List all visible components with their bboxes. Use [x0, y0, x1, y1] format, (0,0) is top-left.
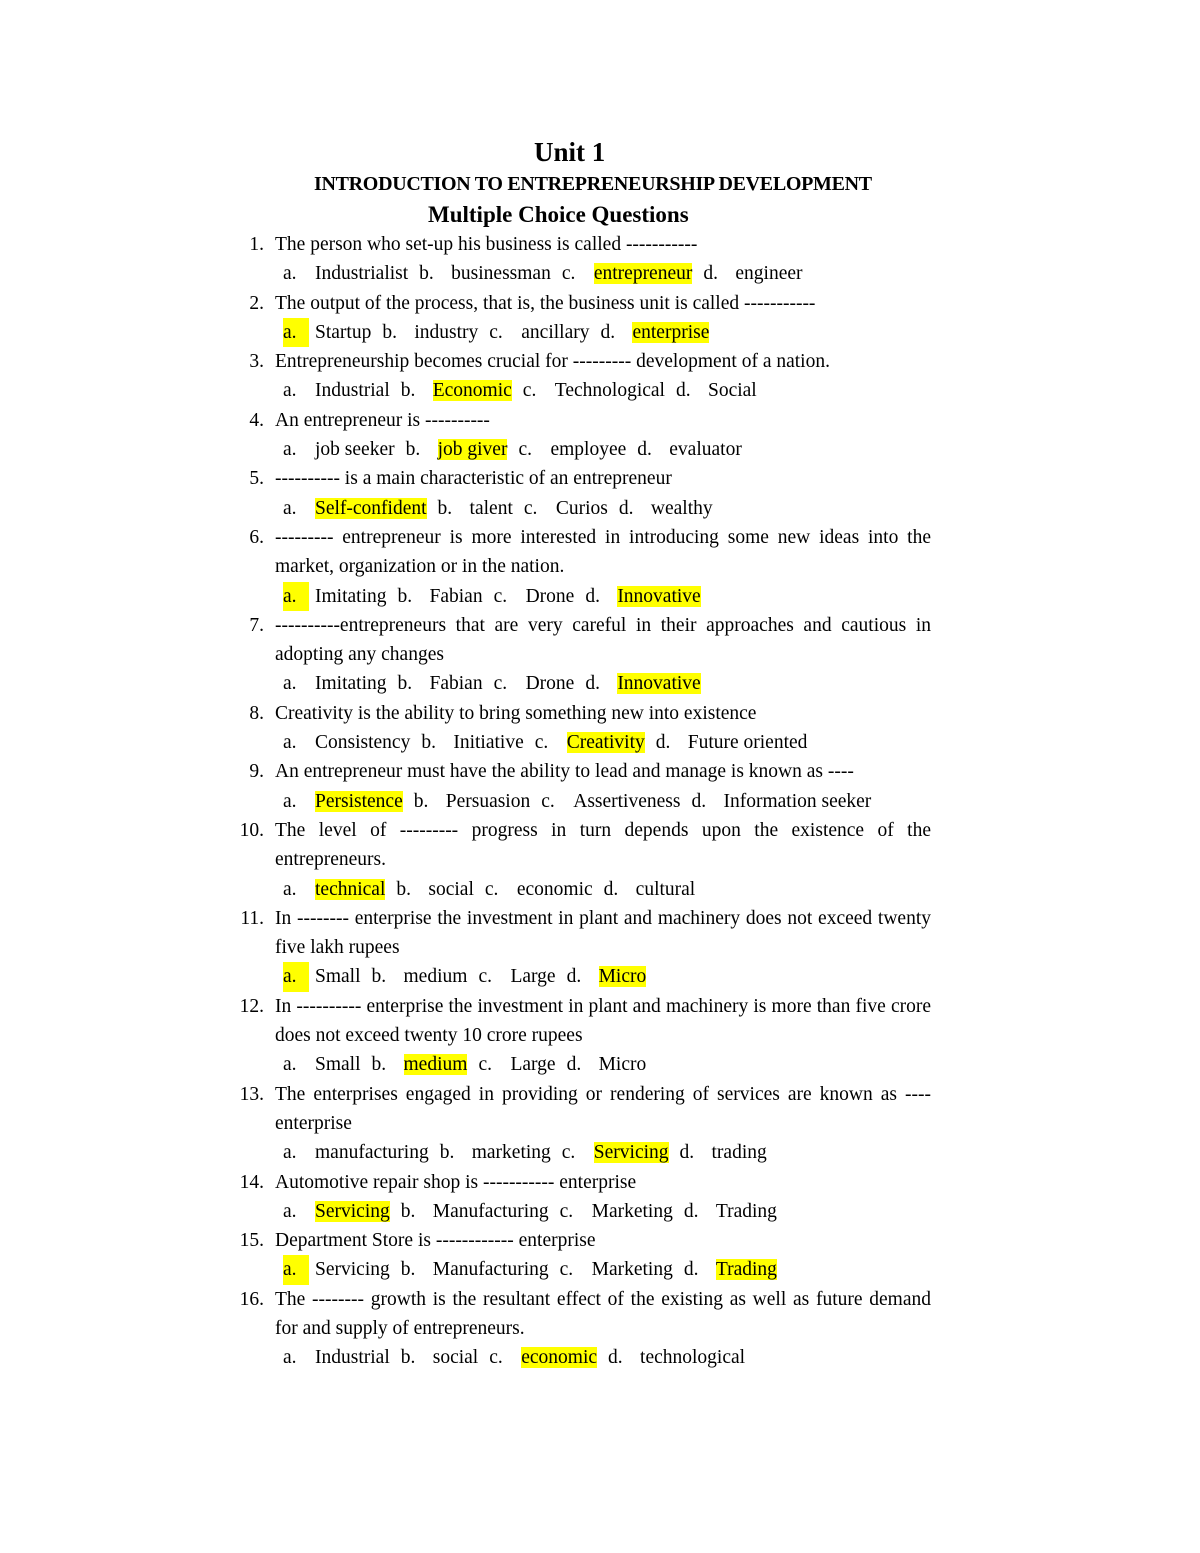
highlighted-answer: Creativity: [566, 732, 645, 754]
option-label: d.: [703, 263, 718, 285]
answer-options: [0, 259, 1200, 288]
option-text: cultural: [635, 878, 696, 900]
answer-option: [478, 1050, 555, 1079]
option-label: c.: [478, 1054, 492, 1076]
option-label: d.: [618, 497, 634, 519]
option-label: b.: [396, 878, 411, 900]
option-text: Industrial: [315, 1347, 390, 1369]
answer-options: [0, 787, 1200, 816]
highlighted-answer: Servicing: [593, 1142, 669, 1164]
option-text: industry: [414, 321, 479, 343]
answer-option: [401, 376, 512, 405]
option-label: c.: [523, 497, 538, 519]
question-item: [0, 611, 931, 670]
answer-options: [0, 875, 1200, 904]
question-item: [0, 1080, 931, 1139]
answer-option: [680, 1138, 767, 1167]
option-text: Large: [510, 1054, 556, 1076]
option-label: d.: [608, 1347, 623, 1369]
answer-option: [283, 669, 387, 698]
highlighted-answer: Self-confident: [315, 497, 427, 519]
answer-option: [560, 1255, 673, 1284]
option-text: Social: [707, 380, 757, 402]
question-list: [0, 230, 1200, 1373]
option-label: a.: [283, 673, 297, 695]
answer-option: [283, 875, 385, 904]
option-text: manufacturing: [315, 1142, 429, 1164]
answer-option: [283, 962, 361, 991]
answer-option: [283, 1050, 361, 1079]
answer-option: [562, 259, 693, 288]
answer-option: [414, 787, 531, 816]
answer-option: [518, 435, 626, 464]
option-label: c.: [522, 380, 537, 402]
option-text: Imitating: [315, 585, 387, 607]
option-text: medium: [403, 966, 468, 988]
answer-options: [0, 435, 1200, 464]
option-text: Information seeker: [723, 790, 872, 812]
option-text: Micro: [598, 1054, 647, 1076]
answer-option: [283, 376, 390, 405]
option-text: technological: [640, 1347, 746, 1369]
question-item: [0, 230, 931, 259]
option-text: Future oriented: [687, 732, 808, 754]
option-label: d.: [603, 878, 619, 900]
option-label: c.: [561, 1142, 576, 1164]
question-text: Department Store is ------------ enterprise: [275, 1230, 596, 1252]
answer-options: [0, 1050, 1200, 1079]
answer-option: [283, 728, 410, 757]
option-text: Trading: [715, 1200, 777, 1222]
answer-option: [283, 787, 403, 816]
question-item: [0, 757, 931, 786]
answer-option: [283, 1138, 429, 1167]
question-text: --------- entrepreneur is more interested in introducing some new ideas into the market, organization or in the nation.: [275, 526, 931, 578]
answer-option: [283, 1197, 390, 1226]
option-label: b.: [397, 585, 413, 607]
question-text: Entrepreneurship becomes crucial for --------- development of a nation.: [275, 351, 830, 373]
question-number: 8.: [249, 702, 264, 724]
highlighted-answer: Economic: [432, 380, 512, 402]
option-label: b.: [397, 673, 413, 695]
option-label: b.: [437, 497, 453, 519]
question-item: [0, 1285, 931, 1344]
option-label: b.: [371, 1054, 387, 1076]
answer-option: [541, 787, 680, 816]
question-number: 13.: [239, 1083, 264, 1105]
option-label: b.: [419, 263, 434, 285]
answer-option: [283, 1255, 390, 1284]
highlighted-answer: economic: [521, 1347, 598, 1369]
question-item: [0, 699, 931, 728]
answer-option: [438, 494, 513, 523]
question-number: 5.: [249, 468, 264, 490]
answer-option: [691, 787, 871, 816]
option-text: Manufacturing: [432, 1259, 549, 1281]
option-label: a.: [283, 1347, 297, 1369]
answer-option: [398, 669, 483, 698]
question-text: The -------- growth is the resultant effect of the existing as well as future demand for and supply of entrepreneurs.: [275, 1288, 931, 1339]
answer-option: [608, 1343, 745, 1372]
option-label: a.: [283, 1142, 297, 1164]
section-title: Multiple Choice Questions: [428, 202, 689, 227]
answer-option: [396, 875, 473, 904]
option-text: Technological: [554, 380, 665, 402]
option-text: social: [428, 878, 474, 900]
option-label: a.: [283, 732, 297, 754]
option-label: a.: [283, 878, 297, 900]
answer-options: [0, 1197, 1200, 1226]
option-label: b.: [400, 1259, 416, 1281]
answer-options: [0, 1138, 1200, 1167]
answer-option: [401, 1197, 549, 1226]
option-label: c.: [489, 321, 503, 343]
answer-option: [485, 875, 593, 904]
question-item: [0, 992, 931, 1051]
option-label: a.: [283, 439, 297, 461]
answer-options: [0, 728, 1200, 757]
answer-option: [401, 1255, 549, 1284]
answer-option: [419, 259, 551, 288]
option-text: Consistency: [315, 732, 411, 754]
option-label: a.: [283, 1054, 297, 1076]
answer-options: [0, 494, 1200, 523]
answer-option: [604, 875, 696, 904]
option-text: Manufacturing: [432, 1200, 549, 1222]
question-text: An entrepreneur must have the ability to lead and manage is known as ----: [275, 761, 854, 783]
option-label: a.: [283, 263, 297, 285]
question-number: 6.: [249, 526, 264, 548]
unit-title: Unit 1: [534, 137, 606, 167]
question-item: [0, 1168, 931, 1197]
answer-option: [398, 582, 483, 611]
answer-option: [524, 494, 608, 523]
highlighted-answer: Innovative: [617, 673, 701, 695]
answer-option: [494, 669, 575, 698]
highlighted-answer: Micro: [598, 966, 647, 988]
question-text: In ---------- enterprise the investment in plant and machinery is more than five crore does not exceed twenty 10 crore rupees: [275, 995, 931, 1047]
answer-option: [440, 1138, 551, 1167]
highlighted-answer: medium: [403, 1054, 468, 1076]
answer-option: [382, 318, 478, 347]
answer-option: [406, 435, 508, 464]
question-number: 14.: [239, 1171, 264, 1193]
option-label: a.: [283, 1200, 297, 1222]
option-label: b.: [400, 380, 416, 402]
option-text: Startup: [315, 321, 372, 343]
answer-option: [703, 259, 802, 288]
option-label: c.: [493, 673, 508, 695]
question-text: ----------entrepreneurs that are very careful in their approaches and cautious in adopting any changes: [275, 614, 931, 666]
option-text: Fabian: [429, 585, 483, 607]
answer-option: [637, 435, 742, 464]
option-label: d.: [600, 321, 616, 343]
answer-option: [600, 318, 709, 347]
option-text: Large: [510, 966, 556, 988]
option-label: d.: [655, 732, 671, 754]
option-text: businessman: [451, 263, 551, 285]
option-label: d.: [675, 380, 691, 402]
question-text: Creativity is the ability to bring something new into existence: [275, 702, 757, 724]
answer-option: [567, 962, 647, 991]
option-label: c.: [559, 1259, 574, 1281]
option-label: a.: [283, 380, 297, 402]
option-text: Initiative: [453, 732, 524, 754]
option-text: job seeker: [315, 439, 395, 461]
option-label: d.: [691, 790, 707, 812]
option-label: c.: [489, 1347, 503, 1369]
option-text: Drone: [525, 673, 575, 695]
question-item: [0, 1226, 931, 1255]
option-label: c.: [541, 790, 555, 812]
answer-option: [494, 582, 575, 611]
option-label: c.: [559, 1200, 574, 1222]
option-label: c.: [534, 732, 549, 754]
answer-option: [478, 962, 555, 991]
option-label: d.: [637, 439, 652, 461]
option-text: Curios: [555, 497, 608, 519]
answer-option: [489, 318, 589, 347]
answer-options: [0, 1255, 1200, 1284]
question-item: [0, 289, 931, 318]
question-item: [0, 464, 931, 493]
question-number: 3.: [249, 351, 264, 373]
answer-option: [585, 669, 700, 698]
highlighted-answer: Servicing: [315, 1200, 390, 1222]
question-number: 2.: [249, 292, 264, 314]
answer-option: [523, 376, 665, 405]
option-text: talent: [469, 497, 513, 519]
option-label: d.: [683, 1200, 699, 1222]
question-number: 4.: [249, 409, 264, 431]
option-text: Industrial: [315, 380, 390, 402]
answer-options: [0, 318, 1200, 347]
answer-option: [567, 1050, 647, 1079]
option-text: wealthy: [650, 497, 713, 519]
option-label: d.: [585, 585, 600, 607]
answer-option: [283, 1343, 390, 1372]
option-label: c.: [561, 263, 576, 285]
answer-options: [0, 1343, 1200, 1372]
highlighted-answer: Persistence: [315, 790, 403, 812]
question-text: The enterprises engaged in providing or rendering of services are known as ---- enterprise: [275, 1083, 931, 1134]
option-label: c.: [484, 878, 499, 900]
option-label: d.: [566, 1054, 582, 1076]
answer-options: [0, 376, 1200, 405]
option-label: c.: [493, 585, 508, 607]
option-text: ancillary: [521, 321, 590, 343]
answer-options: [0, 582, 1200, 611]
question-item: [0, 904, 931, 963]
document-title: INTRODUCTION TO ENTREPRENEURSHIP DEVELOPMENT: [314, 173, 872, 195]
question-text: The level of --------- progress in turn depends upon the existence of the entrepreneurs.: [275, 819, 931, 871]
highlighted-answer: job giver: [437, 439, 508, 461]
answer-option: [372, 962, 468, 991]
option-label: c.: [478, 966, 492, 988]
answer-option: [489, 1343, 597, 1372]
option-text: Persuasion: [445, 790, 531, 812]
option-text: Drone: [525, 585, 575, 607]
question-item: [0, 347, 931, 376]
option-text: Marketing: [591, 1200, 673, 1222]
question-text: In -------- enterprise the investment in plant and machinery does not exceed twenty five lakh rupees: [275, 907, 931, 959]
highlighted-answer: Trading: [715, 1259, 777, 1281]
option-label: a.: [283, 582, 309, 611]
option-label: d.: [566, 966, 582, 988]
option-label: b.: [371, 966, 387, 988]
option-label: a.: [283, 1255, 309, 1284]
option-label: b.: [405, 439, 421, 461]
answer-option: [562, 1138, 669, 1167]
answer-options: [0, 669, 1200, 698]
question-text: The output of the process, that is, the business unit is called -----------: [275, 292, 816, 314]
question-number: 9.: [249, 761, 264, 783]
option-text: economic: [516, 878, 593, 900]
option-label: d.: [679, 1142, 695, 1164]
option-label: c.: [518, 439, 532, 461]
option-text: Servicing: [315, 1259, 390, 1281]
answer-option: [656, 728, 808, 757]
option-text: Small: [315, 966, 361, 988]
answer-option: [283, 318, 371, 347]
option-label: d.: [683, 1259, 699, 1281]
option-label: b.: [400, 1200, 416, 1222]
question-number: 11.: [240, 907, 264, 929]
answer-option: [560, 1197, 673, 1226]
question-item: [0, 816, 931, 875]
answer-option: [619, 494, 713, 523]
highlighted-answer: technical: [315, 878, 386, 900]
option-text: evaluator: [669, 439, 742, 461]
option-text: Small: [315, 1054, 361, 1076]
option-text: trading: [711, 1142, 767, 1164]
option-text: engineer: [735, 263, 803, 285]
question-text: An entrepreneur is ----------: [275, 409, 490, 431]
option-label: b.: [421, 732, 436, 754]
answer-option: [401, 1343, 478, 1372]
highlighted-answer: Innovative: [617, 585, 701, 607]
option-label: b.: [439, 1142, 455, 1164]
answer-option: [676, 376, 757, 405]
highlighted-answer: enterprise: [632, 321, 710, 343]
question-number: 12.: [239, 995, 264, 1017]
question-text: ---------- is a main characteristic of an entrepreneur: [275, 468, 672, 490]
question-item: [0, 406, 931, 435]
answer-option: [283, 582, 387, 611]
answer-options: [0, 962, 1200, 991]
option-label: a.: [283, 962, 309, 991]
option-text: Industrialist: [315, 263, 409, 285]
question-text: Automotive repair shop is ----------- enterprise: [275, 1171, 637, 1193]
question-item: [0, 523, 931, 582]
question-number: 15.: [239, 1230, 264, 1252]
option-text: employee: [550, 439, 627, 461]
option-text: Imitating: [315, 673, 387, 695]
option-label: b.: [400, 1347, 416, 1369]
question-text: The person who set-up his business is called -----------: [275, 234, 698, 255]
option-label: a.: [283, 497, 297, 519]
answer-option: [585, 582, 700, 611]
option-label: b.: [413, 790, 429, 812]
answer-option: [283, 259, 408, 288]
option-text: marketing: [471, 1142, 551, 1164]
option-text: social: [432, 1347, 479, 1369]
answer-option: [535, 728, 645, 757]
option-label: d.: [585, 673, 600, 695]
question-number: 16.: [239, 1288, 264, 1310]
answer-option: [283, 435, 395, 464]
answer-option: [684, 1255, 777, 1284]
answer-option: [684, 1197, 777, 1226]
answer-option: [283, 494, 427, 523]
option-label: b.: [382, 321, 397, 343]
answer-option: [421, 728, 523, 757]
option-text: Assertiveness: [573, 790, 681, 812]
option-label: a.: [283, 318, 309, 347]
option-text: Fabian: [429, 673, 483, 695]
question-number: 10.: [239, 819, 264, 841]
question-number: 1.: [249, 234, 264, 255]
answer-option: [372, 1050, 468, 1079]
highlighted-answer: entrepreneur: [593, 263, 693, 285]
question-number: 7.: [249, 614, 264, 636]
option-label: a.: [283, 790, 297, 812]
option-text: Marketing: [591, 1259, 673, 1281]
